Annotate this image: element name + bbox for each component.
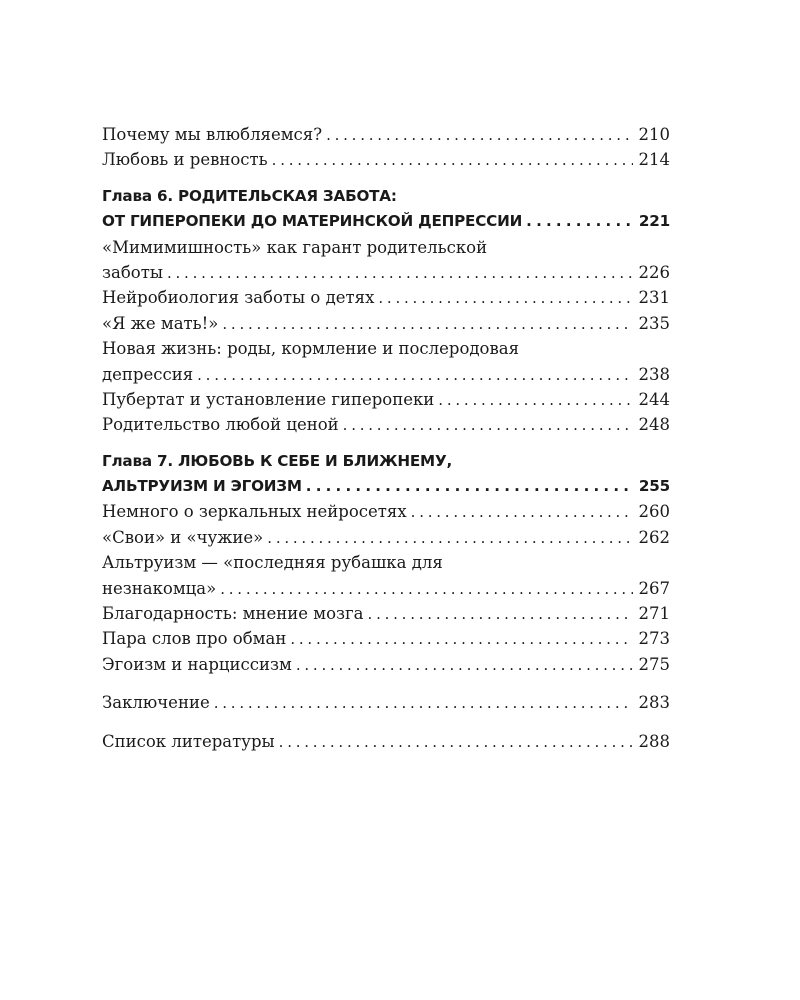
toc-entry-title: незнакомца» <box>102 578 217 598</box>
dot-leader <box>343 413 633 438</box>
dot-leader <box>368 602 633 627</box>
dot-leader <box>411 500 633 525</box>
toc-page-number: 248 <box>638 415 670 435</box>
dot-leader <box>296 653 633 678</box>
toc-page-number: 255 <box>638 477 670 496</box>
toc-entry[interactable] <box>102 499 670 524</box>
chapter-7-heading[interactable] <box>102 449 670 500</box>
toc-entry-title: Заключение <box>102 693 210 713</box>
dot-leader <box>378 286 632 311</box>
toc-entry-title: Почему мы влюбляемся? <box>102 125 323 144</box>
dot-leader <box>326 123 632 148</box>
dot-leader <box>290 627 632 652</box>
toc-entry-title: Нейробиология заботы о детях <box>102 288 375 308</box>
dot-leader <box>167 261 633 286</box>
dot-leader <box>526 209 633 234</box>
toc-entry-bibliography[interactable] <box>102 729 670 754</box>
toc-entry-conclusion[interactable] <box>102 690 670 715</box>
toc-entry-title-line: Новая жизнь: роды, кормление и послеродовая <box>102 339 520 359</box>
toc-page-number: 231 <box>638 288 670 308</box>
toc-page-number: 244 <box>638 389 670 409</box>
toc-entry-title: Пара слов про обман <box>102 629 287 649</box>
toc-entry-title: Родительство любой ценой <box>102 415 339 435</box>
dot-leader <box>220 577 632 602</box>
toc-page-number: 275 <box>638 654 670 674</box>
toc-entry-title: Эгоизм и нарциссизм <box>102 654 292 674</box>
toc-entry[interactable] <box>102 652 670 677</box>
toc-page-number: 210 <box>638 125 670 144</box>
toc-page-number: 214 <box>638 150 670 170</box>
chapter-title-line: ОТ ГИПЕРОПЕКИ ДО МАТЕРИНСКОЙ ДЕПРЕССИИ <box>102 212 523 231</box>
toc-page-number: 273 <box>638 629 670 649</box>
toc-entry[interactable] <box>102 235 670 286</box>
toc-entry[interactable] <box>102 626 670 651</box>
toc-page-number: 271 <box>638 604 670 624</box>
toc-entry[interactable] <box>102 336 670 387</box>
dot-leader <box>214 691 633 716</box>
toc-entry-title: заботы <box>102 262 163 282</box>
toc-entry[interactable] <box>102 601 670 626</box>
toc-page-number: 288 <box>638 731 670 751</box>
toc-entry[interactable] <box>102 311 670 336</box>
dot-leader <box>279 730 633 755</box>
toc-entry-title: Любовь и ревность <box>102 150 268 170</box>
toc-entry-title: Пубертат и установление гиперопеки <box>102 389 435 409</box>
dot-leader <box>306 474 633 499</box>
dot-leader <box>267 526 632 551</box>
toc-entry[interactable] <box>102 147 670 172</box>
toc-entry-title: Список литературы <box>102 731 275 751</box>
toc-page-number: 260 <box>638 502 670 522</box>
toc-entry[interactable] <box>102 412 670 437</box>
toc-page-number: 221 <box>638 212 670 231</box>
toc-page-number: 235 <box>638 313 670 333</box>
toc-page-number: 267 <box>638 578 670 598</box>
toc-entry[interactable] <box>102 122 670 147</box>
toc-entry-title: «Свои» и «чужие» <box>102 527 264 547</box>
toc-entry-title-line: Альтруизм — «последняя рубашка для <box>102 553 443 573</box>
toc-entry-title: Немного о зеркальных нейросетях <box>102 502 407 522</box>
toc-entry[interactable] <box>102 285 670 310</box>
toc-entry-title: депрессия <box>102 364 194 384</box>
chapter-title-line: Глава 6. РОДИТЕЛЬСКАЯ ЗАБОТА: <box>102 186 397 205</box>
toc-entry-title: «Я же мать!» <box>102 313 219 333</box>
toc-entry-title-line: «Мимимишность» как гарант родительской <box>102 237 488 257</box>
toc-entry[interactable] <box>102 387 670 412</box>
chapter-6-heading[interactable] <box>102 184 670 235</box>
chapter-title-line: Глава 7. ЛЮБОВЬ К СЕБЕ И БЛИЖНЕМУ, <box>102 451 453 470</box>
dot-leader <box>197 363 632 388</box>
dot-leader <box>222 312 632 337</box>
toc-page-number: 226 <box>638 262 670 282</box>
toc-page-number: 238 <box>638 364 670 384</box>
toc-entry[interactable] <box>102 550 670 601</box>
dot-leader <box>272 148 633 173</box>
dot-leader <box>438 388 632 413</box>
toc-entry[interactable] <box>102 525 670 550</box>
chapter-title-line: АЛЬТРУИЗМ И ЭГОИЗМ <box>102 477 302 496</box>
toc-entry-title: Благодарность: мнение мозга <box>102 604 364 624</box>
table-of-contents <box>102 122 670 754</box>
toc-page-number: 262 <box>638 527 670 547</box>
toc-page-number: 283 <box>638 693 670 713</box>
